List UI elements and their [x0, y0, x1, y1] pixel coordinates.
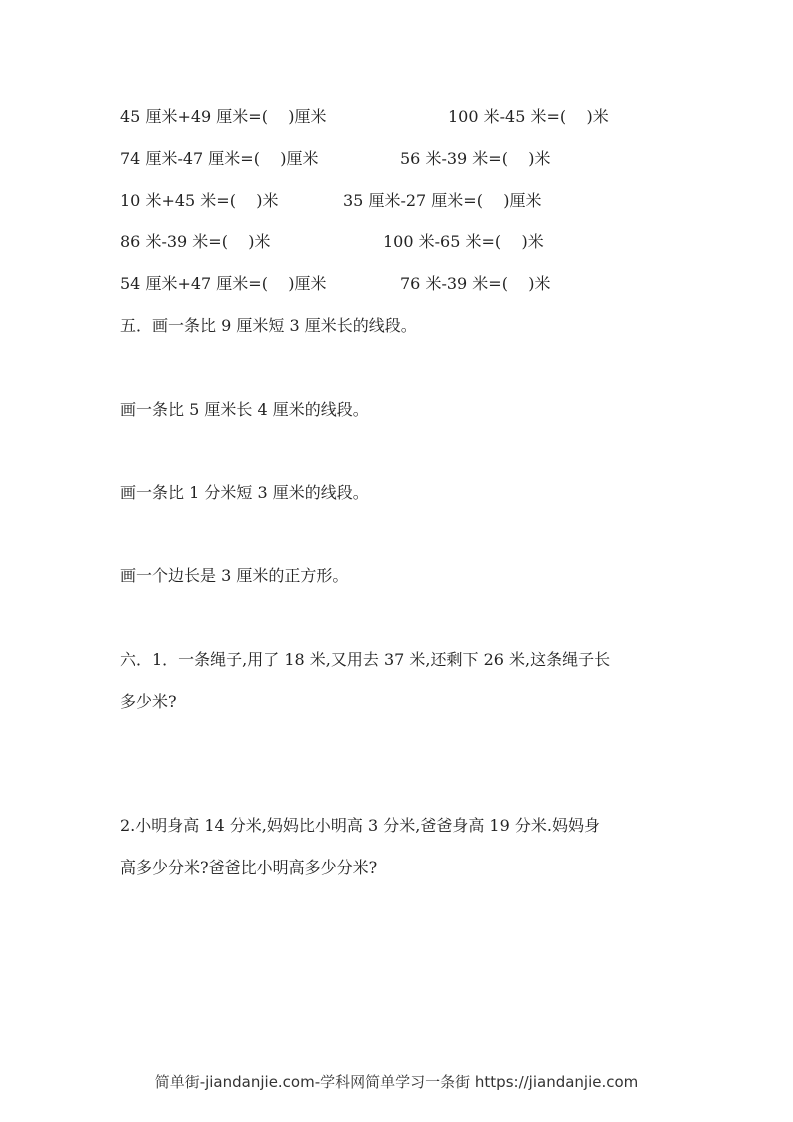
page-footer: 简单街-jiandanjie.com-学科网简单学习一条街 https://jiandanjie.com	[154, 1073, 639, 1091]
exercise-row-2-left: 74 厘米-47 厘米=( )厘米	[120, 149, 319, 168]
exercise-row-2-right: 56 米-39 米=( )米	[400, 149, 551, 168]
section-5-question-4: 画一个边长是 3 厘米的正方形。	[120, 566, 349, 585]
exercise-row-5-right: 76 米-39 米=( )米	[400, 274, 551, 293]
exercise-row-4-left: 86 米-39 米=( )米	[120, 232, 271, 251]
section-6-question-1-line-2: 多少米?	[120, 692, 177, 711]
section-6-question-1-line-1: 六．1．一条绳子,用了 18 米,又用去 37 米,还剩下 26 米,这条绳子长	[120, 650, 611, 669]
exercise-row-3-right: 35 厘米-27 厘米=( )厘米	[343, 191, 542, 210]
section-6-question-2-line-1: 2.小明身高 14 分米,妈妈比小明高 3 分米,爸爸身高 19 分米.妈妈身	[120, 816, 600, 835]
exercise-row-3-left: 10 米+45 米=( )米	[120, 191, 279, 210]
exercise-row-5-left: 54 厘米+47 厘米=( )厘米	[120, 274, 327, 293]
section-5-question-2: 画一条比 5 厘米长 4 厘米的线段。	[120, 400, 369, 419]
section-6-question-2-line-2: 高多少分米?爸爸比小明高多少分米?	[120, 858, 378, 877]
exercise-row-1-left: 45 厘米+49 厘米=( )厘米	[120, 107, 327, 126]
exercise-row-1-right: 100 米-45 米=( )米	[448, 107, 609, 126]
section-5-question-3: 画一条比 1 分米短 3 厘米的线段。	[120, 483, 369, 502]
exercise-row-4-right: 100 米-65 米=( )米	[383, 232, 544, 251]
section-5-question-1: 五．画一条比 9 厘米短 3 厘米长的线段。	[120, 316, 417, 335]
